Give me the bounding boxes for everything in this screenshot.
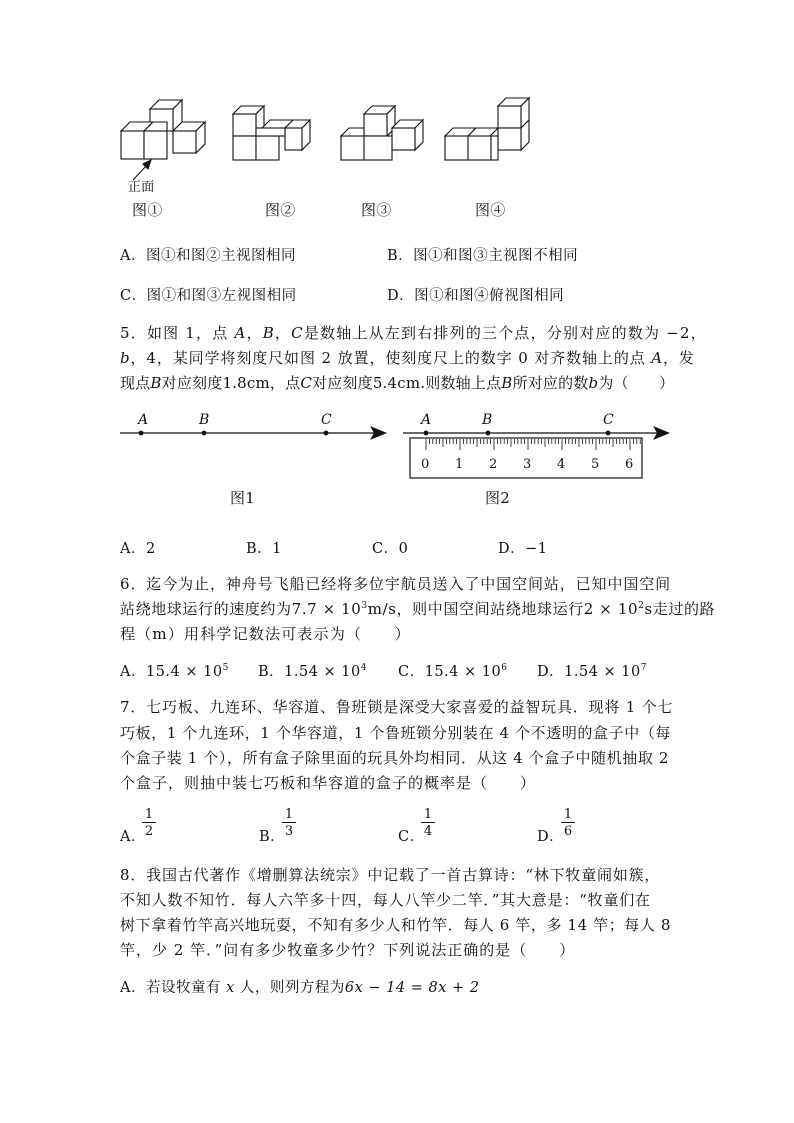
- fig1-caption: 图1: [230, 489, 256, 507]
- q6-line-2: 站绕地球运行的速度约为$7.7 \times 10^3m/s$，则中国空间站绕地球运行$2 \times 10^2s$走过的路: [120, 600, 716, 618]
- q7-line-3: 个盒子装 1 个），所有盒子除里面的玩具外均相同．从这 4 个盒子中随机抽取 2: [120, 749, 669, 767]
- q6-line-1: 6．迄今为止，神舟号飞船已经将多位宇航员送入了中国空间站，已知中国空间: [120, 575, 672, 593]
- fig-label-3: 图③: [361, 201, 392, 219]
- q7-option-c-fraction: $\frac{1}{4}$: [421, 808, 435, 838]
- q5-option-a: A．2: [120, 541, 156, 557]
- fig2-label-a: A: [421, 412, 432, 428]
- q8-line-2: 不知人数不知竹．每人六竿多十四，每人八竿少二竿．”其大意是：“牧童们在: [120, 891, 651, 909]
- ruler-num-0: 0: [421, 457, 430, 472]
- ruler-num-4: 4: [557, 457, 566, 472]
- fig-label-4: 图④: [475, 201, 506, 219]
- fig2-number-line-with-ruler: [398, 413, 688, 493]
- ruler-num-3: 3: [523, 457, 532, 472]
- fig-label-1: 图①: [132, 201, 163, 219]
- q4-option-a: A．图①和图②主视图相同: [120, 248, 296, 264]
- q5-line-1: 5．如图 1，点 A，B，C是数轴上从左到右排列的三个点，分别对应的数为 −2，: [120, 324, 707, 342]
- q7-option-d-letter: D．: [537, 829, 565, 845]
- q5-line-2: b，4，某同学将刻度尺如图 2 放置，使刻度尺上的数字 0 对齐数轴上的点 A，发: [120, 349, 695, 367]
- q6-line-3: 程（m）用科学记数法可表示为（ ）: [120, 625, 411, 643]
- q7-line-1: 7．七巧板、九连环、华容道、鲁班锁是深受大家喜爱的益智玩具．现将 1 个七: [120, 698, 674, 716]
- q4-option-d: D．图①和图④俯视图相同: [387, 288, 565, 304]
- q7-option-c-letter: C．: [398, 829, 425, 845]
- fig1-label-b: B: [199, 412, 210, 428]
- ruler-num-2: 2: [489, 457, 498, 472]
- q7-option-a-letter: A．: [120, 829, 146, 845]
- q6-option-b: B．$1.54 \times 10^4$: [258, 663, 367, 680]
- fig1-label-a: A: [138, 412, 149, 428]
- ruler-num-5: 5: [591, 457, 600, 472]
- q8-line-4: 竿，少 2 竿．”问有多少牧童多少竹？下列说法正确的是（ ）: [120, 941, 576, 959]
- q8-option-a: A．若设牧童有 x 人，则列方程为6x − 14 = 8x + 2: [120, 980, 480, 996]
- q6-option-d: D．$1.54 \times 10^7$: [537, 663, 647, 680]
- front-arrow: [133, 160, 151, 180]
- q4-option-c: C．图①和图③左视图相同: [120, 288, 297, 304]
- fig2-caption: 图2: [485, 489, 511, 507]
- q7-line-2: 巧板，1 个九连环，1 个华容道，1 个鲁班锁分别装在 4 个不透明的盒子中（每: [120, 724, 672, 742]
- q7-option-b-letter: B．: [259, 829, 286, 845]
- fig2-label-b: B: [482, 412, 493, 428]
- fig-label-2: 图②: [265, 201, 296, 219]
- number-line-figures: [0, 0, 794, 120]
- q7-option-d-fraction: $\frac{1}{6}$: [561, 808, 575, 838]
- fig1-point-a: [139, 431, 144, 436]
- fig1-number-line: [115, 413, 395, 453]
- ruler-num-1: 1: [455, 457, 464, 472]
- front-label: 正面: [128, 180, 155, 195]
- fig2-label-c: C: [603, 412, 615, 428]
- q7-line-4: 个盒子，则抽中装七巧板和华容道的盒子的概率是（ ）: [120, 774, 537, 792]
- fig1-point-c: [324, 431, 329, 436]
- q6-option-c: C．$15.4 \times 10^6$: [398, 663, 508, 680]
- fig1-point-b: [202, 431, 207, 436]
- q8-line-1: 8．我国古代著作《增删算法统宗》中记载了一首古算诗：“林下牧童闹如簇，: [120, 866, 661, 884]
- q7-option-b-fraction: $\frac{1}{3}$: [282, 808, 296, 838]
- q7-option-a-fraction: $\frac{1}{2}$: [142, 808, 156, 838]
- q5-option-b: B．1: [246, 541, 282, 557]
- q5-option-d: D．−1: [498, 541, 548, 557]
- q5-line-3: 现点B对应刻度1.8cm，点C对应刻度5.4cm.则数轴上点B所对应的数b为（ ）: [120, 374, 675, 392]
- ruler-num-6: 6: [625, 457, 634, 472]
- fig1-label-c: C: [321, 412, 333, 428]
- q8-line-3: 树下拿着竹竿高兴地玩耍，不知有多少人和竹竿．每人 6 竿，多 14 竿；每人 8: [120, 916, 672, 934]
- q4-option-b: B．图①和图③主视图不相同: [387, 248, 579, 264]
- q6-option-a: A．$15.4 \times 10^5$: [120, 663, 229, 680]
- q5-option-c: C．0: [372, 541, 409, 557]
